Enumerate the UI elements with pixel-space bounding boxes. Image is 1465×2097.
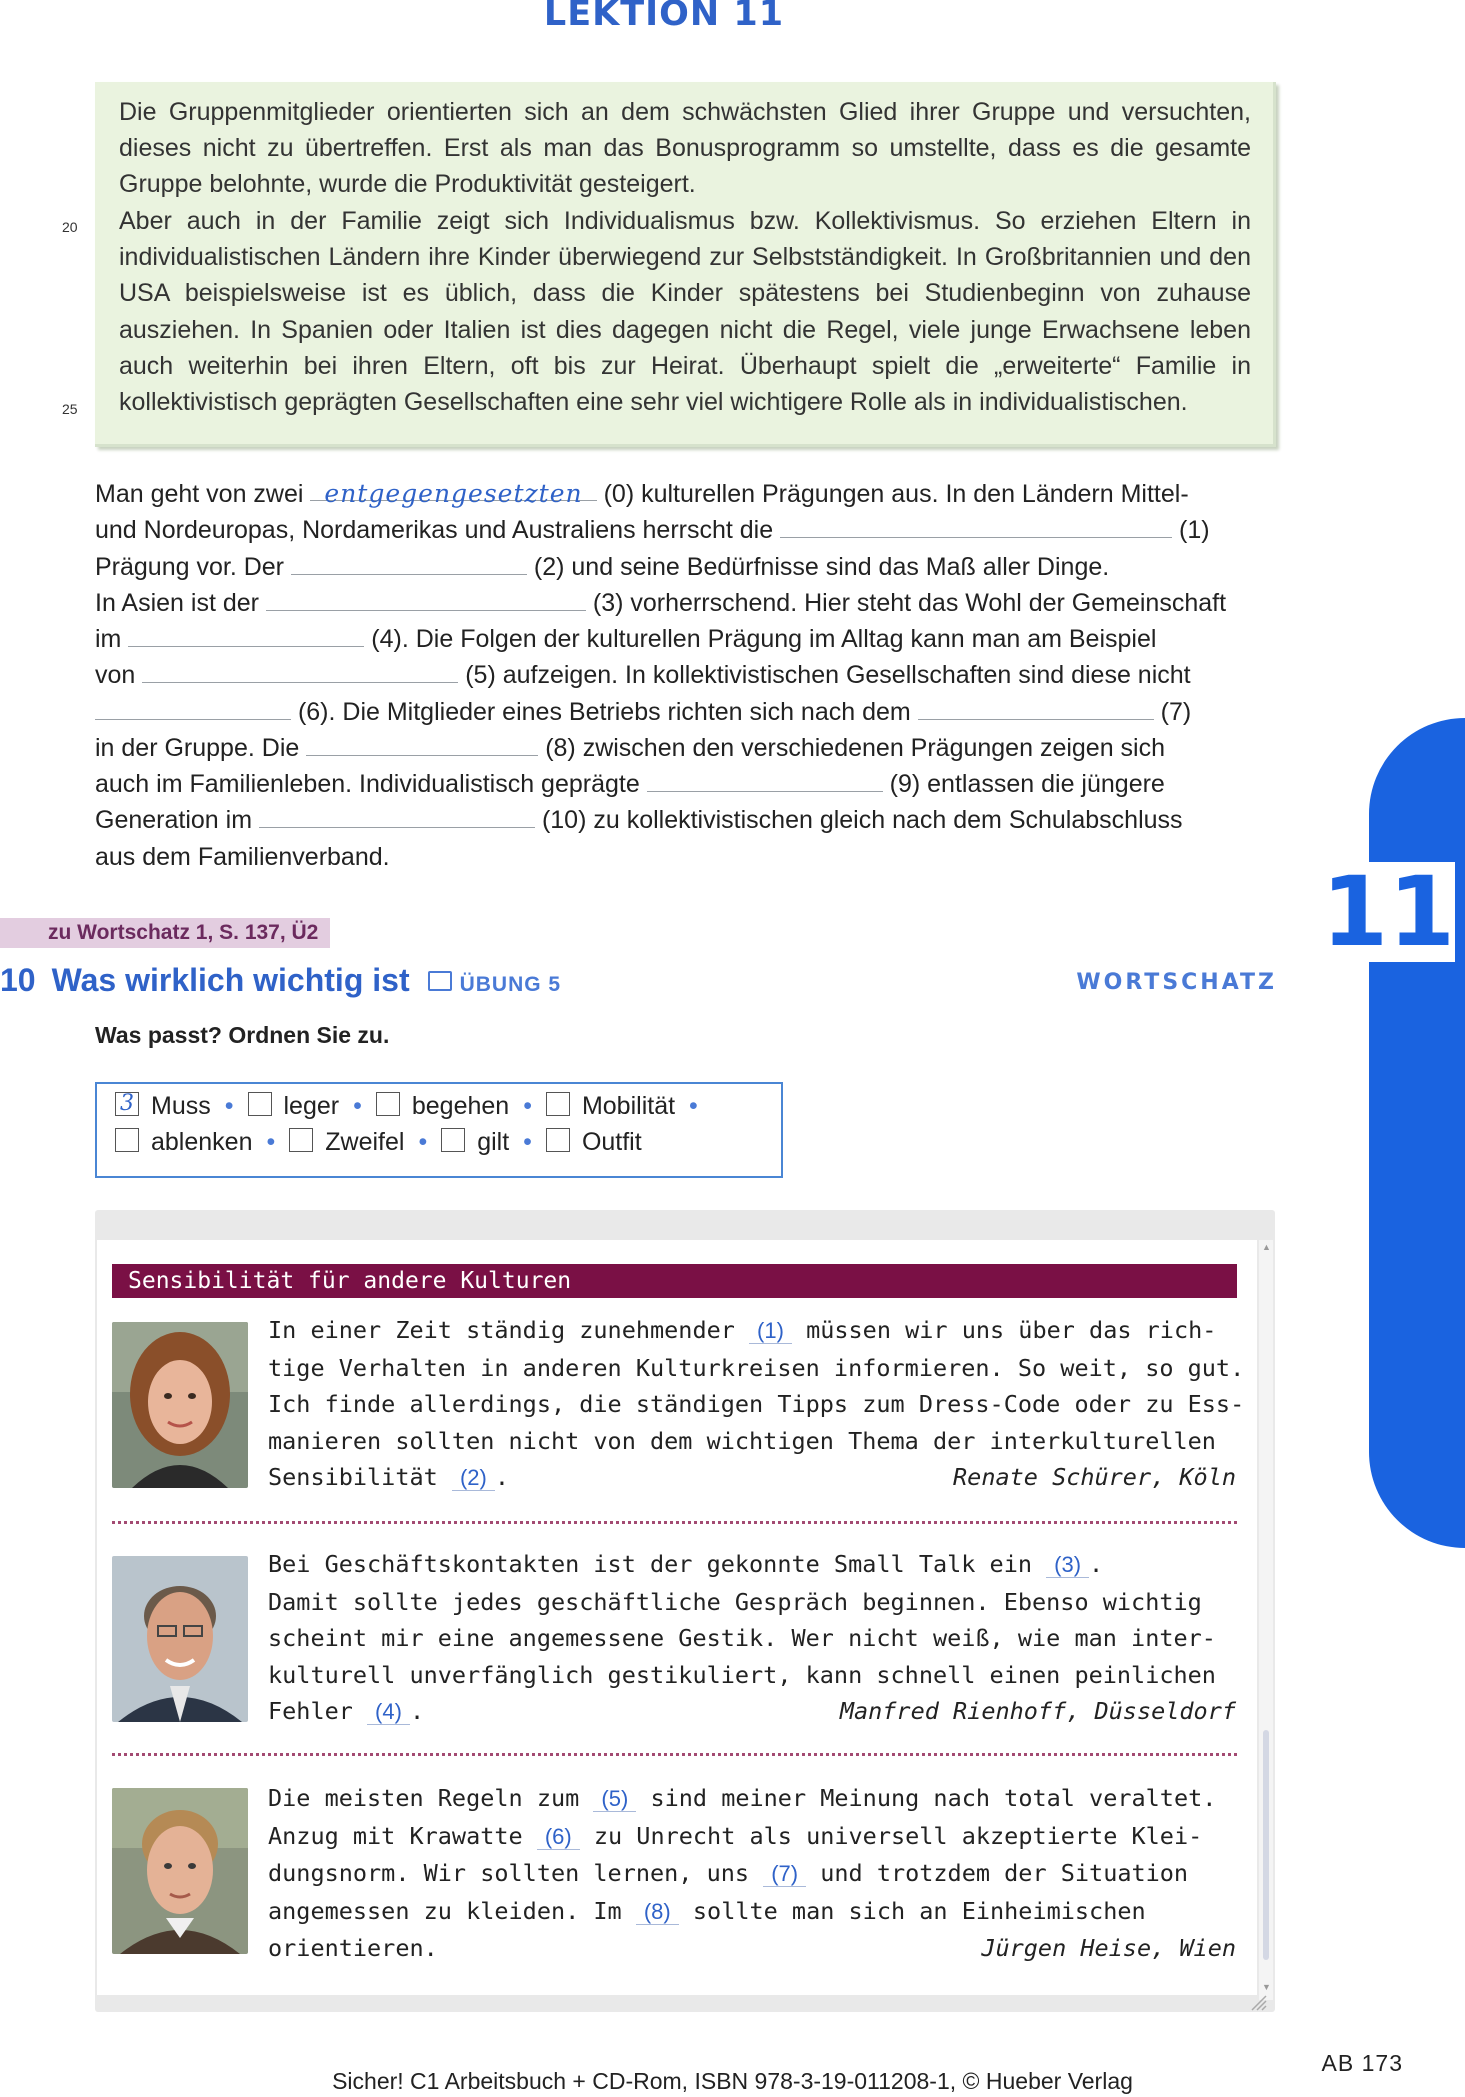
cloze-gap-7[interactable]: [918, 695, 1154, 720]
blank-2[interactable]: (2): [452, 1465, 495, 1491]
scrollbar-thumb[interactable]: [1263, 1730, 1269, 1960]
exercise-number: 10: [0, 962, 36, 998]
word-box: [95, 1082, 783, 1178]
lesson-title: LEKTION 11: [543, 0, 785, 34]
blank-8[interactable]: (8): [636, 1899, 679, 1925]
cloze-text-segment: (5) aufzeigen. In kollektivistischen Gesellschaften sind diese nicht: [465, 661, 1191, 689]
entry-text: Sensibilität: [268, 1463, 452, 1491]
cloze-text-segment: In Asien ist der: [95, 589, 259, 617]
blank-3[interactable]: (3): [1046, 1552, 1089, 1578]
cloze-text-segment: (0) kulturellen Prägungen aus. In den Ländern Mittel-: [603, 480, 1189, 508]
entry-text: Anzug mit Krawatte: [268, 1821, 537, 1850]
cloze-text-segment: (9) entlassen die jüngere: [889, 770, 1165, 798]
entry-text: Damit sollte jedes geschäftliche Gespräch beginnen. Ebenso wichtig: [268, 1587, 1202, 1616]
entry-line: [268, 1386, 1245, 1423]
cloze-text-segment: in der Gruppe. Die: [95, 734, 300, 762]
cloze-text-segment: und Nordeuropas, Nordamerikas und Australiens herrscht die: [95, 516, 774, 544]
blank-6[interactable]: (6): [537, 1824, 580, 1850]
separator-dot: •: [418, 1128, 428, 1156]
word-option: begehen: [411, 1092, 510, 1120]
separator-dot: •: [523, 1092, 532, 1120]
cloze-text-segment: (7): [1160, 698, 1192, 726]
blank-4[interactable]: (4): [367, 1699, 410, 1725]
author-signature: Manfred Rienhoff, Düsseldorf: [839, 1697, 1236, 1725]
entry-line: [268, 1930, 1236, 1967]
separator-dot: •: [689, 1092, 698, 1120]
entry-text: Die meisten Regeln zum: [268, 1784, 594, 1812]
author-photo-juergen: [112, 1788, 248, 1954]
entry-text: müssen wir uns über das rich-: [791, 1316, 1217, 1344]
author-signature: Renate Schürer, Köln: [953, 1463, 1236, 1491]
cloze-answer-0[interactable]: entgegengesetzten: [310, 476, 596, 501]
word-option: Muss: [151, 1092, 211, 1120]
entry-line: [268, 1893, 1236, 1931]
reading-paragraph-2: Aber auch in der Familie zeigt sich Individualismus bzw. Kollektivismus. So erziehen Eltern in individualistischen Ländern ihre Kinder überwiegend zur Selbstständigkeit. In Großbritannien und den USA beispielsweise ist es üblich, dass die Kinder spätestens bei Studienbeginn von zuhause ausziehen. In Spanien oder Italien ist dies dagegen nicht die Regel, viele junge Erwachsene leben auch weiterhin bei ihren Eltern, oft bis zur Heirat. Überhaupt spielt die „erweiterte“ Familie in kollektivistisch geprägten Gesellschaften eine sehr viel wichtigere Rolle als in individualistischen.: [119, 207, 1251, 417]
entry-text: orientieren.: [268, 1934, 438, 1962]
cloze-text-segment: Prägung vor. Der: [95, 553, 284, 581]
chapter-number: 11: [1299, 862, 1455, 962]
scroll-up-icon[interactable]: ▲: [1262, 1242, 1271, 1252]
word-option: leger: [283, 1092, 340, 1120]
cloze-gap-5[interactable]: [142, 658, 458, 683]
answer-checkbox[interactable]: [376, 1092, 400, 1116]
entry-separator: [112, 1753, 1237, 1756]
entry-text: Ich finde allerdings, die ständigen Tipps zum Dress-Code oder zu Ess-: [268, 1390, 1245, 1418]
entry-line: [268, 1459, 1236, 1497]
cloze-text-segment: (3) vorherrschend. Hier steht das Wohl der Gemeinschaft: [592, 589, 1227, 617]
cloze-gap-6[interactable]: [95, 695, 291, 720]
article-entry-2: [268, 1546, 1236, 1731]
entry-line: [268, 1818, 1236, 1856]
word-option: ablenken: [151, 1128, 253, 1156]
word-option: Mobilität: [581, 1092, 676, 1120]
cloze-text-segment: (6). Die Mitglieder eines Betriebs richten sich nach dem: [297, 698, 911, 726]
entry-text: .: [494, 1463, 509, 1491]
article-heading-bar: [112, 1264, 1237, 1298]
separator-dot: •: [224, 1092, 234, 1120]
chapter-side-tab: [1369, 718, 1465, 1548]
word-option: Outfit: [581, 1128, 642, 1156]
cloze-text-segment: (10) zu kollektivistischen gleich nach dem Schulabschluss: [541, 806, 1183, 834]
cloze-gap-2[interactable]: [291, 550, 527, 575]
blank-7[interactable]: (7): [763, 1861, 806, 1887]
answer-checkbox[interactable]: [115, 1128, 139, 1152]
line-number-20: 20: [62, 219, 78, 235]
entry-separator: [112, 1521, 1237, 1524]
entry-text: zu Unrecht als universell akzeptierte Klei-: [579, 1821, 1203, 1850]
entry-text: tige Verhalten in anderen Kulturkreisen informieren. So weit, so gut.: [268, 1353, 1245, 1382]
entry-text: .: [1089, 1550, 1104, 1578]
entry-text: manieren sollten nicht von dem wichtigen Thema der interkulturellen: [268, 1426, 1216, 1455]
article-entry-3: [268, 1780, 1236, 1967]
exercise-heading: [0, 962, 561, 999]
entry-line: [268, 1780, 1236, 1818]
entry-line: [268, 1620, 1236, 1657]
line-number-25: 25: [62, 401, 78, 417]
separator-dot: •: [523, 1128, 532, 1156]
entry-text: angemessen zu kleiden. Im: [268, 1896, 636, 1925]
cloze-text-segment: Man geht von zwei: [95, 480, 304, 508]
separator-dot: •: [266, 1128, 276, 1156]
entry-line: [268, 1546, 1236, 1584]
cloze-gap-4[interactable]: [128, 622, 364, 647]
entry-line: [268, 1584, 1236, 1621]
cloze-text-segment: auch im Familienleben. Individualistisch geprägte: [95, 770, 640, 798]
entry-text: sollte man sich an Einheimischen: [678, 1896, 1146, 1925]
entry-text: scheint mir eine angemessene Gestik. Wer nicht weiß, wie man inter-: [268, 1624, 1216, 1652]
cloze-gap-9[interactable]: [647, 767, 883, 792]
answer-checkbox[interactable]: [441, 1128, 465, 1152]
entry-text: kulturell unverfänglich gestikuliert, kann schnell einen peinlichen: [268, 1660, 1216, 1689]
entry-line: [268, 1350, 1245, 1387]
blank-1[interactable]: (1): [749, 1318, 792, 1344]
answer-checkbox[interactable]: [289, 1128, 313, 1152]
entry-line: [268, 1312, 1236, 1350]
author-photo-manfred: [112, 1556, 248, 1722]
entry-text: .: [409, 1697, 425, 1725]
answer-checkbox[interactable]: 3: [115, 1092, 139, 1116]
cloze-gap-8[interactable]: [306, 731, 538, 756]
cloze-text-segment: (2) und seine Bedürfnisse sind das Maß aller Dinge.: [533, 553, 1110, 581]
entry-text: In einer Zeit ständig zunehmender: [268, 1316, 750, 1344]
cloze-text-segment: aus dem Familienverband.: [95, 843, 390, 871]
reading-paragraph-1: Die Gruppenmitglieder orientierten sich an dem schwächsten Glied ihrer Gruppe und versuchten, dieses nicht zu übertreffen. Erst als man das Bonusprogramm so umstellte, dass es die gesamte Gruppe belohnte, wurde die Produktivität gesteigert.: [119, 98, 1251, 199]
separator-dot: •: [353, 1092, 362, 1120]
cloze-gap-3[interactable]: [266, 586, 586, 611]
uebung-link[interactable]: ÜBUNG 5: [459, 973, 562, 996]
entry-text: Fehler: [268, 1697, 368, 1725]
cloze-text-segment: von: [95, 661, 136, 689]
exercise-instruction: Was passt? Ordnen Sie zu.: [95, 1022, 390, 1048]
answer-checkbox[interactable]: [546, 1128, 570, 1152]
entry-text: und trotzdem der Situation: [806, 1859, 1189, 1887]
entry-line: [268, 1693, 1236, 1731]
entry-line: [268, 1855, 1236, 1893]
cloze-text-segment: (1): [1179, 516, 1210, 544]
resize-grip-icon[interactable]: [1248, 1992, 1268, 2012]
author-photo-renate: [112, 1322, 248, 1488]
word-option: Zweifel: [325, 1128, 405, 1156]
computer-icon: [428, 971, 452, 991]
exercise-title: Was wirklich wichtig ist: [51, 962, 410, 998]
author-signature: Jürgen Heise, Wien: [981, 1934, 1236, 1962]
reference-text: zu Wortschatz 1, S. 137, Ü2: [48, 921, 319, 944]
cloze-gap-10[interactable]: [259, 803, 535, 828]
reading-text-box: [95, 82, 1276, 447]
article-heading: Sensibilität für andere Kulturen: [128, 1268, 572, 1294]
answer-checkbox[interactable]: [248, 1092, 272, 1116]
entry-text: dungsnorm. Wir sollten lernen, uns: [268, 1859, 764, 1887]
vertical-scrollbar[interactable]: [1259, 1240, 1273, 2000]
cloze-text-segment: (8) zwischen den verschiedenen Prägungen zeigen sich: [545, 734, 1166, 762]
scroll-down-icon[interactable]: ▼: [1262, 1982, 1271, 1992]
cloze-text-segment: (4). Die Folgen der kulturellen Prägung im Alltag kann man am Beispiel: [371, 625, 1157, 653]
footer-credit: Sicher! C1 Arbeitsbuch + CD-Rom, ISBN 978-3-19-011208-1, © Hueber Verlag: [332, 2068, 1133, 2094]
answer-checkbox[interactable]: [546, 1092, 570, 1116]
category-label: WORTSCHATZ: [1076, 970, 1277, 995]
entry-line: [268, 1423, 1236, 1460]
entry-text: Bei Geschäftskontakten ist der gekonnte Small Talk ein: [268, 1550, 1047, 1578]
cloze-gap-1[interactable]: [780, 513, 1172, 538]
cloze-text-segment: Generation im: [95, 806, 253, 834]
reference-bar: [0, 918, 330, 948]
cloze-text-segment: im: [95, 625, 122, 653]
article-entry-1: [268, 1312, 1245, 1497]
entry-line: [268, 1657, 1236, 1694]
blank-5[interactable]: (5): [593, 1786, 636, 1812]
entry-text: sind meiner Meinung nach total veraltet.: [636, 1784, 1217, 1812]
page-number: AB 173: [1321, 2050, 1403, 2076]
word-option: gilt: [477, 1128, 510, 1156]
